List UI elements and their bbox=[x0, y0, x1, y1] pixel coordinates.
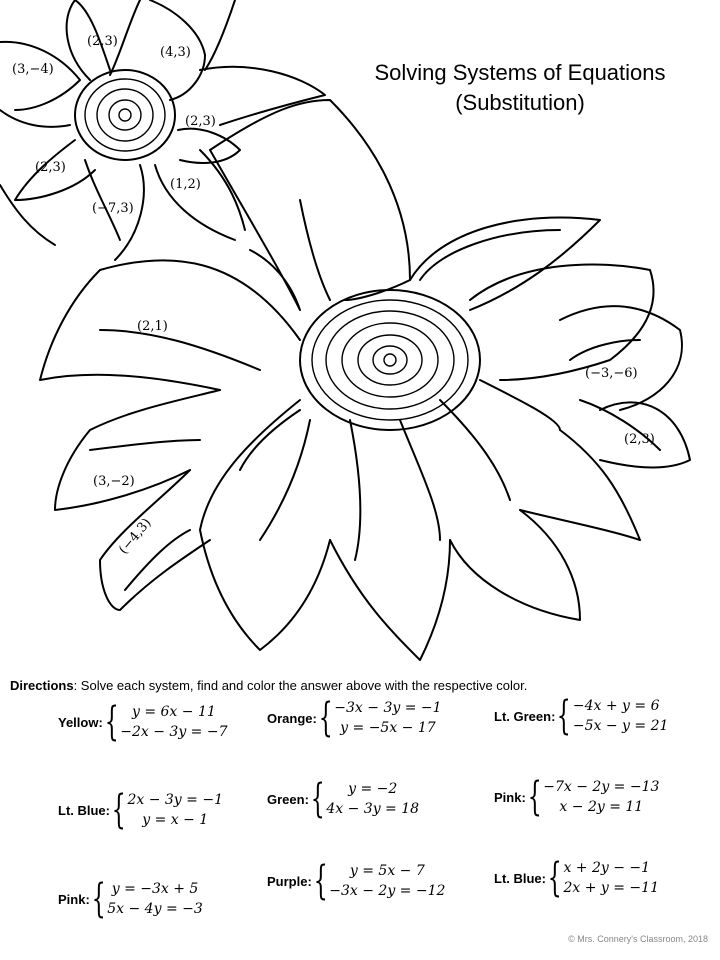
brace: { bbox=[527, 774, 542, 820]
directions bbox=[10, 678, 527, 693]
brace: { bbox=[310, 776, 325, 822]
big-flower-center bbox=[300, 290, 480, 430]
small-flower bbox=[0, 0, 325, 260]
small-flower-center bbox=[75, 70, 175, 160]
system-color-label: Yellow: bbox=[58, 714, 103, 730]
coord-label: (2,3) bbox=[185, 114, 216, 129]
coord-label: (2,3) bbox=[35, 160, 66, 175]
equation: −5x − y = 21 bbox=[572, 718, 669, 734]
title-line-1: Solving Systems of Equations bbox=[374, 60, 666, 85]
page-title bbox=[330, 58, 710, 118]
system-color-label: Lt. Green: bbox=[494, 708, 556, 724]
equation: y = 6x − 11 bbox=[131, 704, 216, 720]
brace: { bbox=[104, 699, 119, 745]
equation: 2x + y = −11 bbox=[563, 880, 659, 896]
copyright: © Mrs. Connery's Classroom, 2018 bbox=[568, 934, 708, 944]
coord-label: (−7,3) bbox=[92, 201, 134, 216]
equation-system bbox=[267, 695, 442, 741]
equation: 5x − 4y = −3 bbox=[107, 901, 203, 917]
equation: −3x − 3y = −1 bbox=[334, 700, 442, 716]
directions-label: Directions bbox=[10, 678, 74, 693]
system-color-label: Green: bbox=[267, 791, 309, 807]
equation: −4x + y = 6 bbox=[572, 698, 660, 714]
equation-system bbox=[494, 774, 660, 820]
brace: { bbox=[111, 787, 126, 833]
system-color-label: Purple: bbox=[267, 873, 312, 889]
coord-label: (2,3) bbox=[87, 34, 118, 49]
coord-label: (2,1) bbox=[137, 319, 168, 334]
brace: { bbox=[547, 855, 562, 901]
equation: −7x − 2y = −13 bbox=[543, 779, 660, 795]
system-color-label: Lt. Blue: bbox=[58, 802, 110, 818]
coord-label: (2,3) bbox=[624, 432, 655, 447]
brace: { bbox=[318, 695, 333, 741]
brace: { bbox=[313, 858, 328, 904]
coord-label: (3,−2) bbox=[93, 474, 135, 489]
system-color-label: Pink: bbox=[494, 789, 526, 805]
brace: { bbox=[91, 876, 106, 922]
system-color-label: Pink: bbox=[58, 891, 90, 907]
coord-label: (1,2) bbox=[170, 177, 201, 192]
equation: x − 2y = 11 bbox=[559, 799, 644, 815]
equation-system bbox=[58, 876, 203, 922]
system-color-label: Lt. Blue: bbox=[494, 870, 546, 886]
equation: y = 5x − 7 bbox=[349, 863, 425, 879]
equation: y = −2 bbox=[348, 781, 398, 797]
coord-label: (3,−4) bbox=[12, 62, 54, 77]
coord-label: (−4,3) bbox=[116, 515, 155, 558]
equation: −3x − 2y = −12 bbox=[329, 883, 446, 899]
equation-system bbox=[494, 693, 669, 739]
equation-system bbox=[267, 776, 420, 822]
equation-system bbox=[494, 855, 659, 901]
coord-label: (4,3) bbox=[160, 45, 191, 60]
equation-system bbox=[58, 699, 228, 745]
equation-system bbox=[58, 787, 223, 833]
equation: 4x − 3y = 18 bbox=[326, 801, 420, 817]
equation: −2x − 3y = −7 bbox=[120, 724, 228, 740]
directions-text: : Solve each system, find and color the answer above with the respective color. bbox=[73, 678, 528, 693]
equation-system bbox=[267, 858, 446, 904]
equation: y = −5x − 17 bbox=[340, 720, 436, 736]
coord-label: (−3,−6) bbox=[585, 366, 638, 381]
brace: { bbox=[557, 693, 572, 739]
equation: y = −3x + 5 bbox=[111, 881, 199, 897]
equation: 2x − 3y = −1 bbox=[127, 792, 223, 808]
system-color-label: Orange: bbox=[267, 710, 317, 726]
equation: x + 2y − −1 bbox=[563, 860, 651, 876]
equation: y = x − 1 bbox=[142, 812, 209, 828]
title-line-2: (Substitution) bbox=[455, 90, 585, 115]
